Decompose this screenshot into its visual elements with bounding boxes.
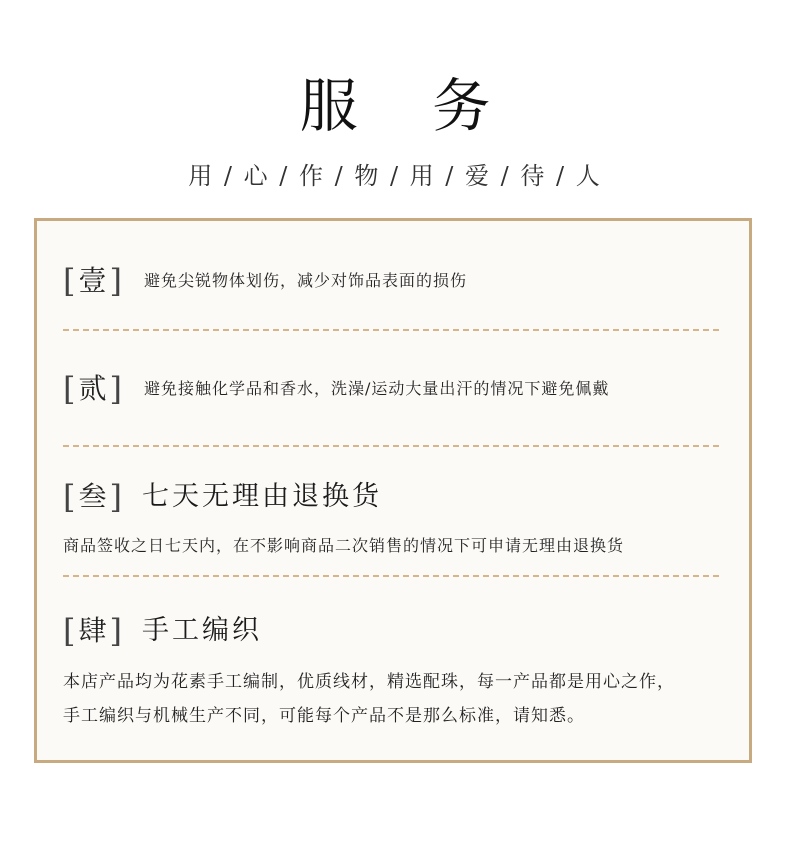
service-item-1 [63, 261, 723, 301]
dashed-divider-2 [63, 445, 719, 447]
bracket-right-icon: ] [109, 612, 122, 650]
bracket-left-icon: [ [63, 262, 76, 300]
service-item-2 [63, 369, 723, 409]
item-text-3: 商品签收之日七天内，在不影响商品二次销售的情况下可申请无理由退换货 [63, 536, 625, 555]
item-text-2: 避免接触化学品和香水，洗澡/运动大量出汗的情况下避免佩戴 [143, 379, 610, 398]
item-badge-4: [ 肆 ] [63, 612, 122, 650]
service-item-4 [63, 611, 723, 733]
dashed-divider-1 [63, 329, 719, 331]
item-badge-2: [ 贰 ] [63, 370, 122, 408]
bracket-right-icon: ] [109, 370, 122, 408]
bracket-left-icon: [ [63, 612, 76, 650]
item-text-4-line-1: 本店产品均为花素手工编制，优质线材，精选配珠，每一产品都是用心之作， [63, 672, 675, 692]
item-heading-4: 手工编织 [141, 615, 262, 646]
dashed-divider-3 [63, 575, 719, 577]
item-text-4 [63, 665, 723, 733]
bracket-right-icon: ] [109, 478, 122, 516]
item-badge-1: [ 壹 ] [63, 262, 122, 300]
bracket-left-icon: [ [63, 370, 76, 408]
page-title: 服 务 [299, 72, 519, 140]
bracket-left-icon: [ [63, 478, 76, 516]
item-text-4-line-2: 手工编织与机械生产不同，可能每个产品不是那么标准，请知悉。 [63, 706, 585, 726]
item-heading-3: 七天无理由退换货 [141, 481, 382, 512]
item-badge-3: [ 叁 ] [63, 478, 122, 516]
service-item-3 [63, 477, 723, 563]
page-subtitle: 用 / 心 / 作 / 物 / 用 / 爱 / 待 / 人 [188, 162, 602, 190]
bracket-right-icon: ] [109, 262, 122, 300]
service-panel [34, 218, 752, 763]
item-text-1: 避免尖锐物体划伤，减少对饰品表面的损伤 [143, 271, 467, 290]
